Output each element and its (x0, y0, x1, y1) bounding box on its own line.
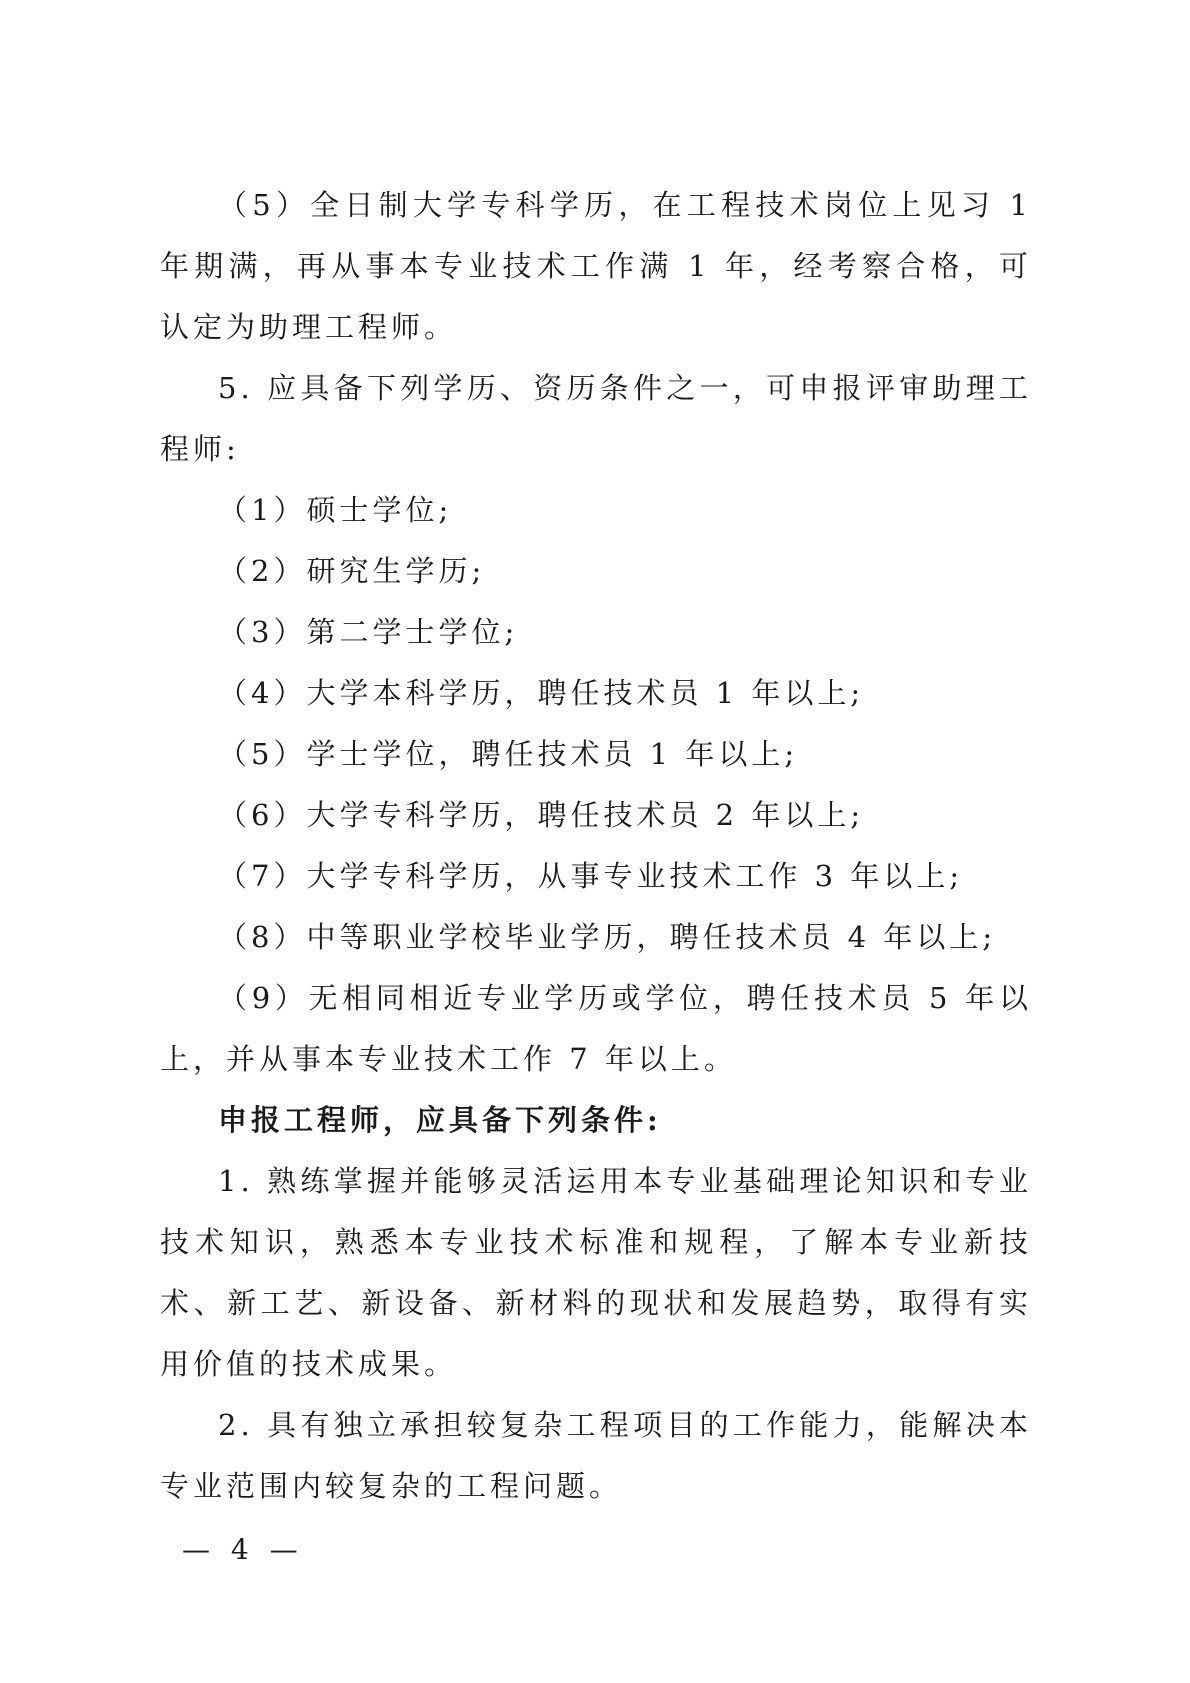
list-item-college-technician: （6）大学专科学历，聘任技术员 2 年以上; (218, 798, 865, 832)
paragraph-engineer-knowledge: 1. 熟练掌握并能够灵活运用本专业基础理论知识和专业技术知识，熟悉本专业技术标准和规程，了解本专业新技术、新工艺、新设备、新材料的现状和发展趋势，取得有实用价值的技术成果。 (160, 1164, 1032, 1381)
list-item-no-related-degree: （9）无相同相近专业学历或学位，聘任技术员 5 年以上，并从事本专业技术工作 7 年以上。 (160, 981, 1032, 1076)
list-item-bachelor-degree: （5）学士学位，聘任技术员 1 年以上; (218, 737, 799, 771)
paragraph-assistant-engineer-conditions: 5. 应具备下列学历、资历条件之一，可申报评审助理工程师: (160, 371, 1032, 466)
paragraph-5-fulltime-college: （5）全日制大学专科学历，在工程技术岗位上见习 1 年期满，再从事本专业技术工作满 1 年，经考察合格，可认定为助理工程师。 (160, 188, 1032, 344)
document-body (160, 175, 1032, 1517)
list-item-masters-degree: （1）硕士学位; (218, 493, 453, 527)
list-item-second-bachelor: （3）第二学士学位; (218, 615, 519, 649)
page-number: — 4 — (182, 1533, 304, 1566)
list-item-vocational-school: （8）中等职业学校毕业学历，聘任技术员 4 年以上; (218, 920, 997, 954)
list-item-bachelor-education: （4）大学本科学历，聘任技术员 1 年以上; (218, 676, 865, 710)
list-item-college-professional-work: （7）大学专科学历，从事专业技术工作 3 年以上; (218, 859, 964, 893)
list-item-graduate-education: （2）研究生学历; (218, 554, 486, 588)
paragraph-engineer-ability: 2. 具有独立承担较复杂工程项目的工作能力，能解决本专业范围内较复杂的工程问题。 (160, 1408, 1032, 1503)
section-heading-engineer: 申报工程师，应具备下列条件: (218, 1103, 662, 1137)
